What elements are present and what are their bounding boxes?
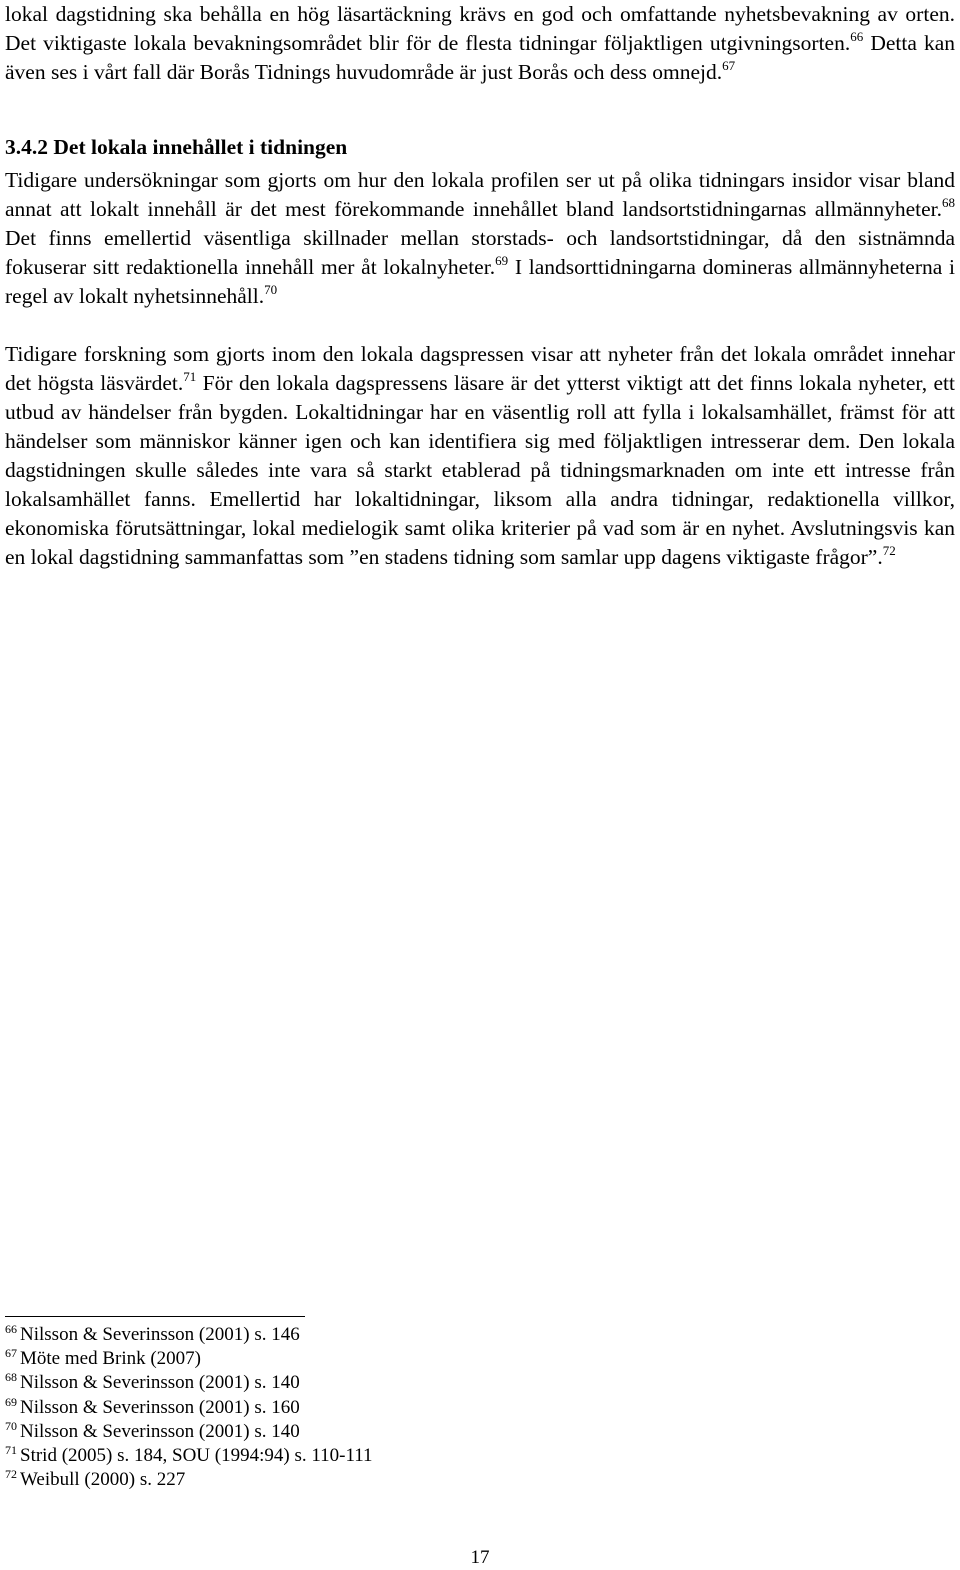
footnote-text: Strid (2005) s. 184, SOU (1994:94) s. 110-111 [20, 1445, 373, 1467]
footnote-text: Nilsson & Severinsson (2001) s. 146 [20, 1324, 300, 1345]
footnote-ref-71[interactable]: 71 [183, 369, 197, 384]
page-number: 17 [470, 1547, 490, 1568]
footnote-text: Nilsson & Severinsson (2001) s. 160 [20, 1396, 300, 1418]
footnote-number: 66 [5, 1322, 17, 1336]
para2-text-2: För den lokala dagspressens läsare är det ytterst viktigt att det finns lokala nyheter, ett utbud av händelser från bygden. Lokaltidningar har en väsentlig roll att fylla i lokalsamhället, främst för att händelser som människor känner igen och kan identifiera sig med följaktligen intresserar dem. Den lokala dagstidningen skulle således inte vara så starkt etablerad på tidningsmarknaden om inte ett intresse från lokalsamhället fanns. Emellertid har lokaltidningar, liksom alla andra tidningar, redaktionella villkor, ekonomiska förutsättningar, lokal medielogik samt olika kriterier på vad som är en nyhet. Avslutningsvis kan en lokal dagstidning sammanfattas som ”en stadens tidning som samlar upp dagens viktigaste frågor”. [5, 371, 955, 569]
footnote-ref-69[interactable]: 69 [495, 253, 509, 268]
footnote-divider [5, 1316, 305, 1317]
footnote-number: 70 [5, 1418, 17, 1433]
footnote-text: Möte med Brink (2007) [20, 1348, 202, 1370]
footnote-number: 69 [5, 1394, 17, 1409]
footnote-ref-72[interactable]: 72 [882, 543, 896, 558]
para1-text-1: Tidigare undersökningar som gjorts om hur den lokala profilen ser ut på olika tidningars insidor visar bland annat att lokalt innehåll är det mest förekommande innehållet bland landsortstidningarnas allmännyheter. [5, 168, 955, 221]
page-body [5, 0, 955, 572]
footnote-ref-66[interactable]: 66 [850, 29, 864, 44]
section-heading: 3.4.2 Det lokala innehållet i tidningen [5, 135, 348, 159]
footnote-68 [5, 1371, 605, 1395]
para2-text-1: Tidigare forskning som gjorts inom den lokala dagspressen visar att nyheter från det lokala området innehar det högsta läsvärdet. [5, 342, 955, 395]
footnote-71 [5, 1444, 605, 1468]
footnote-ref-67[interactable]: 67 [722, 58, 736, 73]
footnotes-section [5, 1316, 605, 1492]
paragraph-research [5, 340, 955, 572]
footnote-ref-68[interactable]: 68 [942, 195, 955, 210]
footnote-67 [5, 1347, 605, 1371]
footnote-72 [5, 1468, 605, 1492]
footnote-text: Weibull (2000) s. 227 [20, 1469, 186, 1491]
footnote-66 [5, 1323, 605, 1347]
footnote-number: 68 [5, 1370, 17, 1385]
footnote-70 [5, 1420, 605, 1444]
intro-paragraph [5, 0, 955, 87]
footnote-number: 72 [5, 1467, 17, 1482]
intro-text-1: lokal dagstidning ska behålla en hög läsartäckning krävs en god och omfattande nyhetsbevakning av orten. Det viktigaste lokala bevakningsområdet blir för de flesta tidningar följaktligen utgivningsorten. [5, 2, 955, 55]
para1-text-2: Det finns emellertid väsentliga skillnader mellan storstads- och landsortstidningar, då den sistnämnda fokuserar sitt redaktionella innehåll mer åt lokalnyheter. [5, 226, 955, 279]
footnote-text: Nilsson & Severinsson (2001) s. 140 [20, 1420, 300, 1442]
footnote-number: 67 [5, 1346, 17, 1361]
paragraph-local-content [5, 166, 955, 311]
footnote-ref-70[interactable]: 70 [264, 282, 278, 297]
footnote-text: Nilsson & Severinsson (2001) s. 140 [20, 1372, 300, 1394]
footnote-number: 71 [5, 1443, 17, 1458]
footnote-69 [5, 1396, 605, 1420]
intro-text-2: Detta kan även ses i vårt fall där Borås Tidnings huvudområde är just Borås och dess omnejd. [5, 31, 956, 84]
para1-text-3: I landsorttidningarna domineras allmännyheterna i regel av lokalt nyhetsinnehåll. [5, 255, 955, 308]
